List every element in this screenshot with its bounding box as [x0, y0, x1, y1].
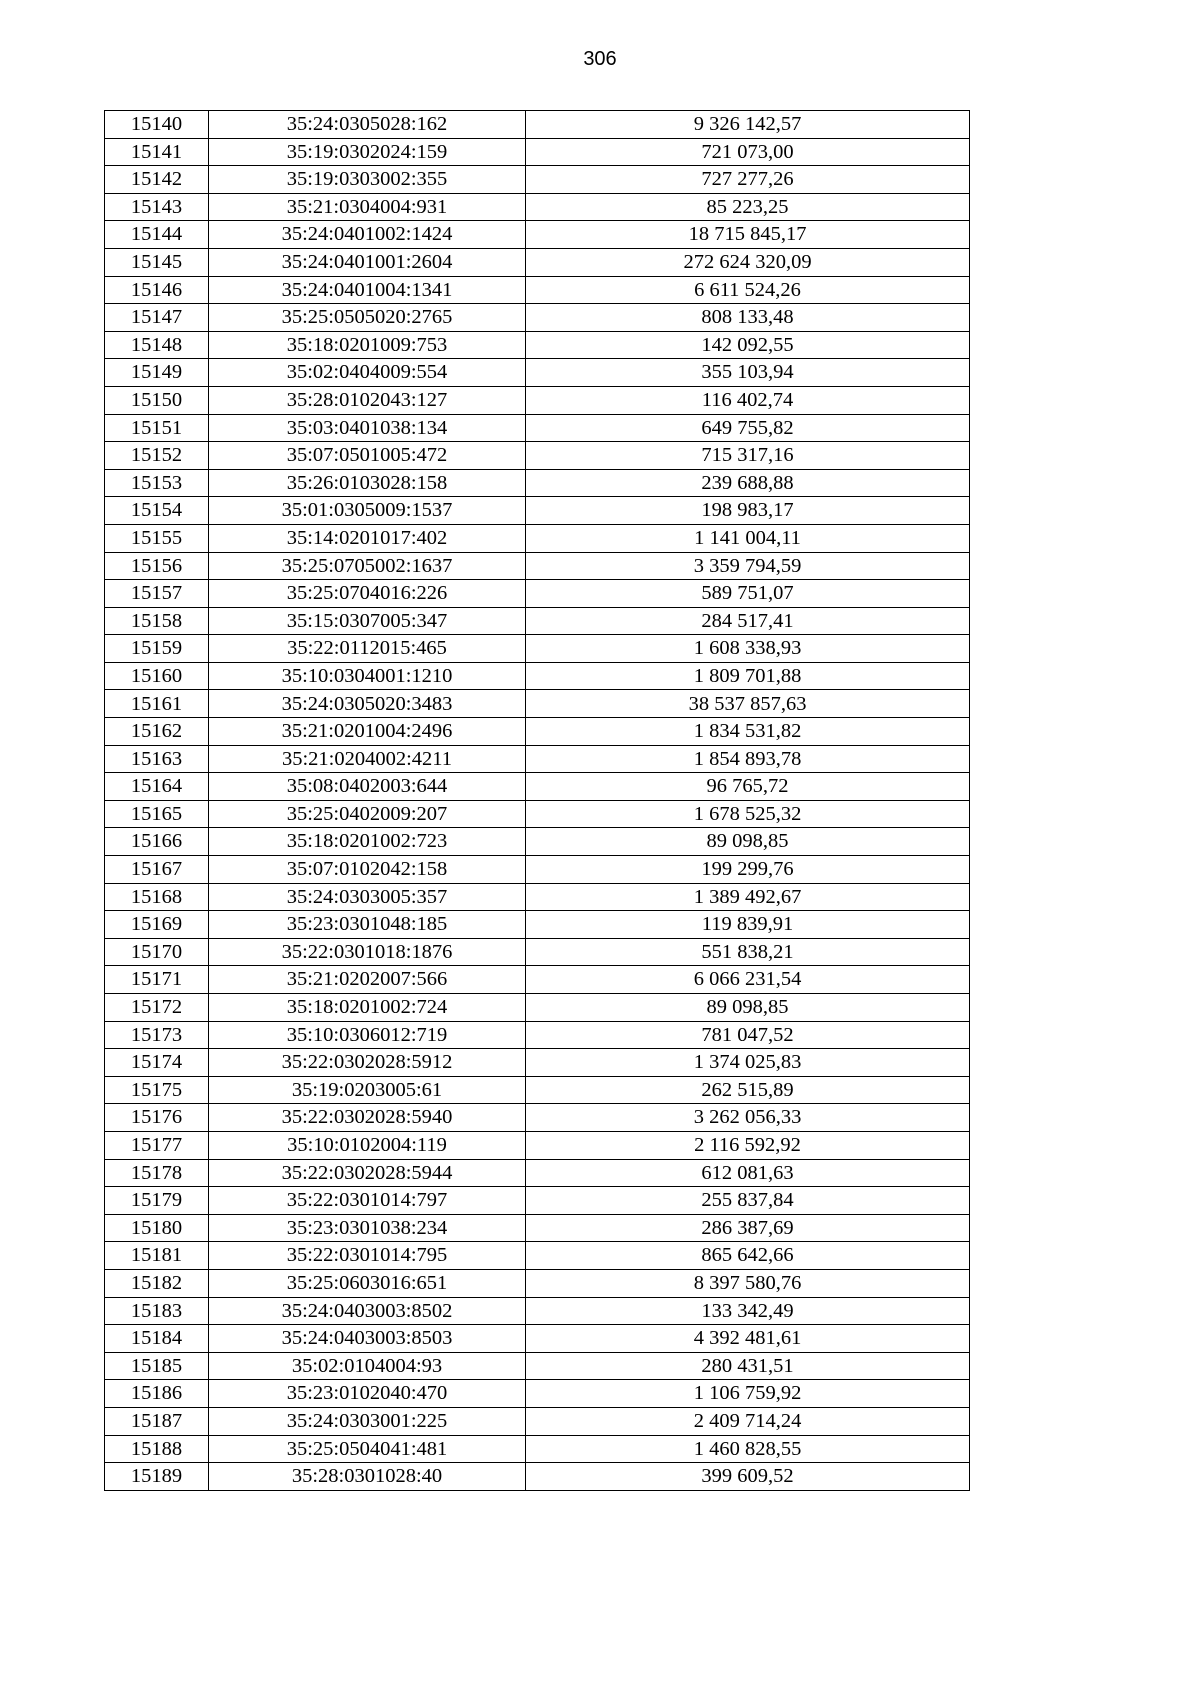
cadastral-value-cell: 9 326 142,57: [526, 111, 970, 139]
table-row: [105, 828, 970, 856]
cadastral-value-cell: 8 397 580,76: [526, 1269, 970, 1297]
cadastral-number-cell: 35:22:0301014:795: [209, 1242, 526, 1270]
cadastral-number-cell: 35:03:0401038:134: [209, 414, 526, 442]
row-number-cell: 15188: [105, 1435, 209, 1463]
row-number-cell: 15163: [105, 745, 209, 773]
cadastral-value-cell: 280 431,51: [526, 1352, 970, 1380]
row-number-cell: 15161: [105, 690, 209, 718]
cadastral-value-cell: 1 834 531,82: [526, 718, 970, 746]
row-number-cell: 15176: [105, 1104, 209, 1132]
table-row: [105, 662, 970, 690]
cadastral-value-cell: 199 299,76: [526, 856, 970, 884]
row-number-cell: 15142: [105, 166, 209, 194]
cadastral-value-cell: 255 837,84: [526, 1187, 970, 1215]
cadastral-value-cell: 612 081,63: [526, 1159, 970, 1187]
row-number-cell: 15170: [105, 938, 209, 966]
row-number-cell: 15167: [105, 856, 209, 884]
cadastral-number-cell: 35:25:0603016:651: [209, 1269, 526, 1297]
cadastral-number-cell: 35:24:0403003:8503: [209, 1325, 526, 1353]
row-number-cell: 15159: [105, 635, 209, 663]
cadastral-number-cell: 35:25:0402009:207: [209, 800, 526, 828]
cadastral-value-cell: 715 317,16: [526, 442, 970, 470]
table-row: [105, 193, 970, 221]
cadastral-value-cell: 1 608 338,93: [526, 635, 970, 663]
row-number-cell: 15172: [105, 994, 209, 1022]
table-row: [105, 856, 970, 884]
cadastral-value-cell: 3 359 794,59: [526, 552, 970, 580]
cadastral-value-cell: 865 642,66: [526, 1242, 970, 1270]
row-number-cell: 15150: [105, 386, 209, 414]
table-row: [105, 1352, 970, 1380]
cadastral-value-cell: 116 402,74: [526, 386, 970, 414]
table-row: [105, 221, 970, 249]
row-number-cell: 15160: [105, 662, 209, 690]
cadastral-number-cell: 35:23:0102040:470: [209, 1380, 526, 1408]
cadastral-number-cell: 35:24:0401002:1424: [209, 221, 526, 249]
cadastral-value-cell: 781 047,52: [526, 1021, 970, 1049]
cadastral-number-cell: 35:19:0302024:159: [209, 138, 526, 166]
cadastral-value-cell: 1 106 759,92: [526, 1380, 970, 1408]
cadastral-number-cell: 35:24:0401004:1341: [209, 276, 526, 304]
cadastral-value-cell: 399 609,52: [526, 1463, 970, 1491]
table-row: [105, 497, 970, 525]
cadastral-value-cell: 1 460 828,55: [526, 1435, 970, 1463]
row-number-cell: 15178: [105, 1159, 209, 1187]
cadastral-number-cell: 35:25:0704016:226: [209, 580, 526, 608]
table-row: [105, 1325, 970, 1353]
cadastral-value-cell: 119 839,91: [526, 911, 970, 939]
cadastral-number-cell: 35:26:0103028:158: [209, 469, 526, 497]
row-number-cell: 15179: [105, 1187, 209, 1215]
cadastral-value-cell: 649 755,82: [526, 414, 970, 442]
row-number-cell: 15152: [105, 442, 209, 470]
cadastral-value-cell: 6 066 231,54: [526, 966, 970, 994]
cadastral-value-cell: 284 517,41: [526, 607, 970, 635]
cadastral-value-cell: 262 515,89: [526, 1076, 970, 1104]
cadastral-value-cell: 1 141 004,11: [526, 524, 970, 552]
row-number-cell: 15146: [105, 276, 209, 304]
row-number-cell: 15187: [105, 1407, 209, 1435]
cadastral-value-cell: 4 392 481,61: [526, 1325, 970, 1353]
table-body: [105, 111, 970, 1491]
table-row: [105, 359, 970, 387]
cadastral-number-cell: 35:14:0201017:402: [209, 524, 526, 552]
table-row: [105, 166, 970, 194]
cadastral-value-cell: 1 809 701,88: [526, 662, 970, 690]
row-number-cell: 15153: [105, 469, 209, 497]
cadastral-value-cell: 6 611 524,26: [526, 276, 970, 304]
cadastral-number-cell: 35:21:0204002:4211: [209, 745, 526, 773]
page-number: 306: [583, 48, 617, 70]
table-row: [105, 938, 970, 966]
cadastral-value-cell: 2 409 714,24: [526, 1407, 970, 1435]
cadastral-number-cell: 35:21:0304004:931: [209, 193, 526, 221]
row-number-cell: 15185: [105, 1352, 209, 1380]
row-number-cell: 15168: [105, 883, 209, 911]
table-row: [105, 442, 970, 470]
cadastral-number-cell: 35:25:0505020:2765: [209, 304, 526, 332]
cadastral-value-cell: 808 133,48: [526, 304, 970, 332]
cadastral-value-cell: 89 098,85: [526, 828, 970, 856]
cadastral-value-cell: 1 374 025,83: [526, 1049, 970, 1077]
row-number-cell: 15147: [105, 304, 209, 332]
row-number-cell: 15177: [105, 1131, 209, 1159]
cadastral-number-cell: 35:22:0302028:5944: [209, 1159, 526, 1187]
table-row: [105, 1049, 970, 1077]
table-row: [105, 718, 970, 746]
table-row: [105, 414, 970, 442]
table-row: [105, 580, 970, 608]
cadastral-number-cell: 35:24:0401001:2604: [209, 248, 526, 276]
row-number-cell: 15154: [105, 497, 209, 525]
cadastral-number-cell: 35:23:0301038:234: [209, 1214, 526, 1242]
cadastral-value-cell: 589 751,07: [526, 580, 970, 608]
row-number-cell: 15140: [105, 111, 209, 139]
row-number-cell: 15144: [105, 221, 209, 249]
table-row: [105, 111, 970, 139]
table-row: [105, 1407, 970, 1435]
cadastral-value-cell: 3 262 056,33: [526, 1104, 970, 1132]
row-number-cell: 15148: [105, 331, 209, 359]
row-number-cell: 15166: [105, 828, 209, 856]
table-row: [105, 1159, 970, 1187]
table-row: [105, 248, 970, 276]
cadastral-number-cell: 35:23:0301048:185: [209, 911, 526, 939]
row-number-cell: 15174: [105, 1049, 209, 1077]
cadastral-value-cell: 239 688,88: [526, 469, 970, 497]
cadastral-number-cell: 35:02:0104004:93: [209, 1352, 526, 1380]
row-number-cell: 15157: [105, 580, 209, 608]
cadastral-number-cell: 35:21:0202007:566: [209, 966, 526, 994]
table-row: [105, 1214, 970, 1242]
table-row: [105, 1104, 970, 1132]
row-number-cell: 15165: [105, 800, 209, 828]
cadastral-number-cell: 35:08:0402003:644: [209, 773, 526, 801]
table-row: [105, 1076, 970, 1104]
row-number-cell: 15156: [105, 552, 209, 580]
cadastral-value-cell: 2 116 592,92: [526, 1131, 970, 1159]
row-number-cell: 15183: [105, 1297, 209, 1325]
cadastral-number-cell: 35:19:0303002:355: [209, 166, 526, 194]
cadastral-value-cell: 96 765,72: [526, 773, 970, 801]
table-row: [105, 911, 970, 939]
row-number-cell: 15173: [105, 1021, 209, 1049]
table-row: [105, 607, 970, 635]
row-number-cell: 15158: [105, 607, 209, 635]
table-row: [105, 524, 970, 552]
row-number-cell: 15145: [105, 248, 209, 276]
table-row: [105, 304, 970, 332]
table-row: [105, 1380, 970, 1408]
table-row: [105, 1021, 970, 1049]
cadastral-number-cell: 35:18:0201009:753: [209, 331, 526, 359]
row-number-cell: 15181: [105, 1242, 209, 1270]
cadastral-number-cell: 35:10:0304001:1210: [209, 662, 526, 690]
row-number-cell: 15141: [105, 138, 209, 166]
cadastral-number-cell: 35:15:0307005:347: [209, 607, 526, 635]
cadastral-value-table: [104, 110, 970, 1491]
cadastral-value-cell: 355 103,94: [526, 359, 970, 387]
cadastral-value-cell: 85 223,25: [526, 193, 970, 221]
table-row: [105, 1435, 970, 1463]
row-number-cell: 15180: [105, 1214, 209, 1242]
table-row: [105, 1297, 970, 1325]
row-number-cell: 15164: [105, 773, 209, 801]
row-number-cell: 15149: [105, 359, 209, 387]
cadastral-number-cell: 35:24:0305028:162: [209, 111, 526, 139]
cadastral-number-cell: 35:07:0102042:158: [209, 856, 526, 884]
cadastral-value-cell: 272 624 320,09: [526, 248, 970, 276]
table-row: [105, 1187, 970, 1215]
table-row: [105, 635, 970, 663]
cadastral-value-cell: 38 537 857,63: [526, 690, 970, 718]
row-number-cell: 15186: [105, 1380, 209, 1408]
cadastral-number-cell: 35:22:0302028:5940: [209, 1104, 526, 1132]
cadastral-number-cell: 35:01:0305009:1537: [209, 497, 526, 525]
cadastral-number-cell: 35:22:0302028:5912: [209, 1049, 526, 1077]
cadastral-number-cell: 35:24:0303005:357: [209, 883, 526, 911]
table-row: [105, 138, 970, 166]
cadastral-value-cell: 18 715 845,17: [526, 221, 970, 249]
cadastral-value-cell: 551 838,21: [526, 938, 970, 966]
cadastral-value-cell: 1 854 893,78: [526, 745, 970, 773]
cadastral-number-cell: 35:25:0705002:1637: [209, 552, 526, 580]
cadastral-value-cell: 286 387,69: [526, 1214, 970, 1242]
table-row: [105, 331, 970, 359]
cadastral-value-cell: 727 277,26: [526, 166, 970, 194]
table-row: [105, 276, 970, 304]
table-row: [105, 1269, 970, 1297]
cadastral-value-cell: 133 342,49: [526, 1297, 970, 1325]
table-row: [105, 1131, 970, 1159]
table-row: [105, 552, 970, 580]
cadastral-number-cell: 35:19:0203005:61: [209, 1076, 526, 1104]
cadastral-number-cell: 35:02:0404009:554: [209, 359, 526, 387]
table-row: [105, 690, 970, 718]
cadastral-number-cell: 35:10:0306012:719: [209, 1021, 526, 1049]
table-row: [105, 994, 970, 1022]
cadastral-value-cell: 1 678 525,32: [526, 800, 970, 828]
cadastral-number-cell: 35:28:0301028:40: [209, 1463, 526, 1491]
cadastral-number-cell: 35:24:0403003:8502: [209, 1297, 526, 1325]
table-row: [105, 773, 970, 801]
row-number-cell: 15169: [105, 911, 209, 939]
cadastral-number-cell: 35:25:0504041:481: [209, 1435, 526, 1463]
row-number-cell: 15155: [105, 524, 209, 552]
row-number-cell: 15182: [105, 1269, 209, 1297]
cadastral-value-cell: 198 983,17: [526, 497, 970, 525]
row-number-cell: 15151: [105, 414, 209, 442]
cadastral-number-cell: 35:21:0201004:2496: [209, 718, 526, 746]
cadastral-number-cell: 35:18:0201002:724: [209, 994, 526, 1022]
cadastral-number-cell: 35:18:0201002:723: [209, 828, 526, 856]
table-row: [105, 800, 970, 828]
table-row: [105, 469, 970, 497]
cadastral-number-cell: 35:22:0301014:797: [209, 1187, 526, 1215]
row-number-cell: 15189: [105, 1463, 209, 1491]
row-number-cell: 15175: [105, 1076, 209, 1104]
cadastral-number-cell: 35:22:0301018:1876: [209, 938, 526, 966]
cadastral-number-cell: 35:07:0501005:472: [209, 442, 526, 470]
cadastral-value-cell: 721 073,00: [526, 138, 970, 166]
row-number-cell: 15171: [105, 966, 209, 994]
cadastral-value-cell: 1 389 492,67: [526, 883, 970, 911]
table-row: [105, 966, 970, 994]
cadastral-number-cell: 35:24:0303001:225: [209, 1407, 526, 1435]
cadastral-number-cell: 35:24:0305020:3483: [209, 690, 526, 718]
cadastral-value-cell: 89 098,85: [526, 994, 970, 1022]
row-number-cell: 15162: [105, 718, 209, 746]
row-number-cell: 15184: [105, 1325, 209, 1353]
table-row: [105, 1463, 970, 1491]
table-row: [105, 745, 970, 773]
row-number-cell: 15143: [105, 193, 209, 221]
cadastral-number-cell: 35:10:0102004:119: [209, 1131, 526, 1159]
table-row: [105, 386, 970, 414]
cadastral-number-cell: 35:28:0102043:127: [209, 386, 526, 414]
table-row: [105, 1242, 970, 1270]
table-row: [105, 883, 970, 911]
cadastral-number-cell: 35:22:0112015:465: [209, 635, 526, 663]
cadastral-value-cell: 142 092,55: [526, 331, 970, 359]
